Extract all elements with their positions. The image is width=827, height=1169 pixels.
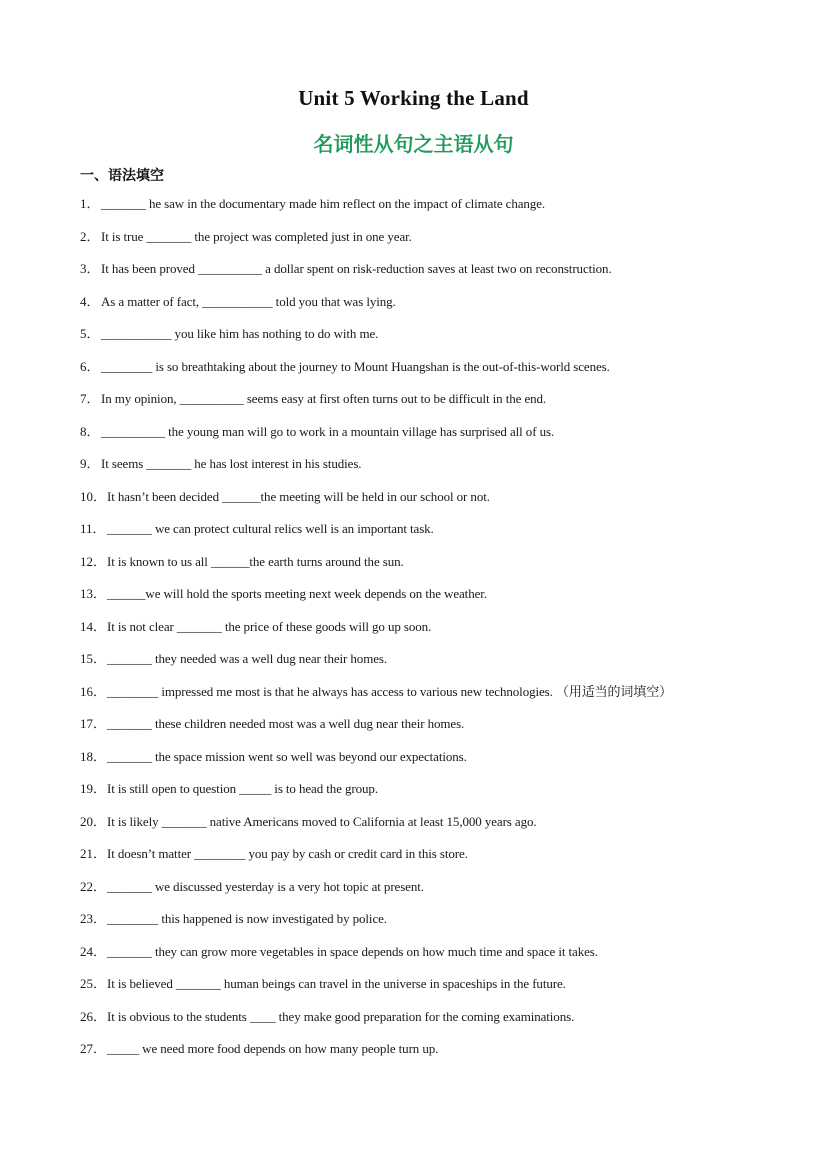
question-list [0,194,827,1072]
question-item [0,877,827,910]
question-text: It is known to us all ______the earth turns around the sun. [107,553,404,569]
question-text: _______ we can protect cultural relics well is an important task. [107,521,434,536]
question-text: In my opinion, __________ seems easy at first often turns out to be difficult in the end. [101,391,547,406]
question-item [0,357,827,390]
question-number: 10． [80,488,107,504]
question-text: It is not clear _______ the price of these goods will go up soon. [107,618,432,634]
question-item [0,1039,827,1072]
question-item [0,844,827,877]
question-item [0,812,827,845]
question-number: 13． [80,586,107,601]
question-item [0,974,827,1007]
question-item [0,552,827,585]
page-subtitle: 名词性从句之主语从句 [313,132,514,156]
question-number: 1． [80,196,100,211]
question-item [0,422,827,455]
question-item [0,909,827,942]
question-text: _____ we need more food depends on how many people turn up. [107,1041,439,1056]
question-number: 24． [80,943,107,959]
question-text: It seems _______ he has lost interest in his studies. [101,456,362,471]
question-text: ________ impressed me most is that he always has access to various new technologies. （用适当的词填空） [107,683,673,699]
question-number: 17． [80,716,107,731]
question-text: _______ he saw in the documentary made him reflect on the impact of climate change. [101,196,546,211]
question-item [0,292,827,325]
question-item [0,714,827,747]
question-number: 25． [80,976,107,991]
question-number: 11． [80,521,106,536]
question-item [0,649,827,682]
question-item [0,454,827,487]
question-text: ___________ you like him has nothing to do with me. [101,326,379,341]
question-item [0,487,827,520]
question-item [0,1007,827,1040]
question-text: As a matter of fact, ___________ told you that was lying. [101,293,396,309]
question-number: 21． [80,846,107,861]
question-text: It is still open to question _____ is to head the group. [107,781,378,796]
page-title: Unit 5 Working the Land [298,86,529,110]
question-text: ______we will hold the sports meeting next week depends on the weather. [107,586,487,601]
question-number: 22． [80,878,107,894]
question-item [0,682,827,715]
question-item [0,942,827,975]
question-text: It is likely _______ native Americans moved to California at least 15,000 years ago. [107,813,537,829]
question-text: _______ these children needed most was a well dug near their homes. [107,716,465,731]
question-text: It is obvious to the students ____ they make good preparation for the coming examinations. [107,1008,575,1024]
question-text: _______ they can grow more vegetables in space depends on how much time and space it takes. [107,943,598,959]
question-number: 15． [80,651,107,666]
question-item [0,227,827,260]
question-item [0,324,827,357]
question-text: It is believed _______ human beings can travel in the universe in spaceships in the future. [107,976,566,991]
question-number: 3． [80,261,100,276]
question-text: _______ we discussed yesterday is a very hot topic at present. [107,878,424,894]
question-number: 18． [80,748,107,764]
question-item [0,519,827,552]
question-number: 9． [80,456,100,471]
question-number: 2． [80,228,100,244]
question-item [0,617,827,650]
question-text: _______ they needed was a well dug near their homes. [107,651,387,666]
question-number: 23． [80,911,107,926]
question-number: 19． [80,781,107,796]
question-number: 14． [80,618,107,634]
question-text: It doesn’t matter ________ you pay by cash or credit card in this store. [107,846,468,861]
question-number: 6． [80,358,100,374]
question-number: 4． [80,293,100,309]
question-text: ________ this happened is now investigated by police. [107,911,387,926]
question-text: It hasn’t been decided ______the meeting will be held in our school or not. [107,488,490,504]
question-number: 8． [80,423,100,439]
question-number: 16． [80,683,107,699]
question-text: It is true _______ the project was completed just in one year. [101,228,412,244]
question-item [0,779,827,812]
question-number: 12． [80,553,107,569]
question-item [0,194,827,227]
question-text: _______ the space mission went so well was beyond our expectations. [107,748,467,764]
question-number: 20． [80,813,107,829]
question-text: It has been proved __________ a dollar spent on risk-reduction saves at least two on reconstruction. [101,261,612,276]
question-number: 5． [80,326,100,341]
question-text: __________ the young man will go to work in a mountain village has surprised all of us. [101,423,555,439]
section-heading: 一、语法填空 [80,168,164,184]
question-item [0,584,827,617]
question-text: ________ is so breathtaking about the journey to Mount Huangshan is the out-of-this-world scenes. [101,358,610,374]
question-number: 26． [80,1008,107,1024]
question-item [0,389,827,422]
question-number: 7． [80,391,100,406]
question-item [0,747,827,780]
question-number: 27． [80,1041,107,1056]
question-item [0,259,827,292]
